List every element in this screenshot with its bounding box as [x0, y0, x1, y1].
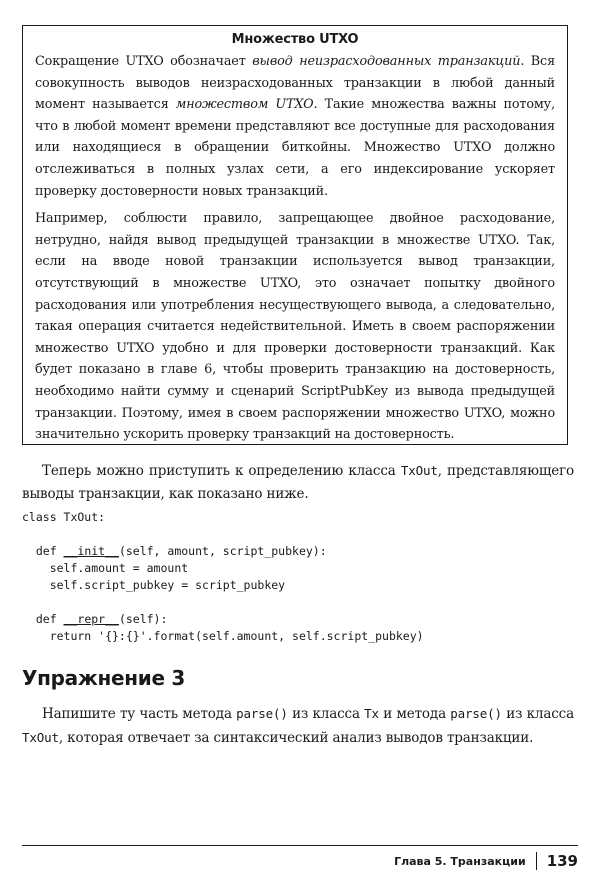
exercise-paragraph	[22, 702, 574, 750]
code-line	[22, 543, 424, 560]
text-run: Теперь можно приступить к определению класса	[42, 463, 401, 479]
utxo-sidebar-box	[22, 25, 568, 445]
inline-code: TxOut	[400, 463, 438, 478]
text-run: . Вся совокупность выводов неизрасходованных транзакции в любой данный момент называется	[35, 54, 556, 113]
text-run: из класса	[501, 706, 574, 722]
footer-rule	[22, 845, 578, 846]
inline-code: parse()	[450, 706, 502, 721]
sidebar-paragraph-1	[35, 51, 555, 202]
code-line	[22, 611, 424, 628]
sidebar-title: Множество UTXO	[231, 32, 359, 47]
footer-separator	[536, 852, 537, 870]
sidebar-paragraph-2: Например, соблюсти правило, запрещающее двойное расходование, нетрудно, найдя вывод предыдущей транзакции в множестве UTXO. Так, если на вводе новой транзакции используется вывод транзакции, отсутствующий в множестве UTXO, это означает попытку двойного расходования или употребления несуществующего вывода, а следовательно, такая операция считается недействительной. Иметь в своем распоряжении множество UTXO удобно и для проверки достоверности транзакций. Как будет показано в главе 6, чтобы проверить транзакцию на достоверность, необходимо найти сумму и сценарий ScriptPubKey из вывода предыдущей транзакции. Поэтому, имея в своем распоряжении множество UTXO, можно значительно ускорить проверку транзакций на достоверность.	[35, 211, 555, 443]
code-fragment: (self):	[118, 612, 168, 626]
code-line: self.amount = amount	[22, 561, 189, 575]
inline-code: Tx	[364, 706, 379, 721]
code-line: return '{}:{}'.format(self.amount, self.script_pubkey)	[22, 629, 424, 643]
code-listing	[22, 509, 424, 645]
emphasis-term: вывод неизрасходованных транзакций	[252, 54, 521, 69]
code-line: self.script_pubkey = script_pubkey	[22, 578, 286, 592]
intro-paragraph	[22, 459, 574, 506]
code-fragment: def	[22, 544, 64, 558]
inline-code: TxOut	[22, 730, 59, 745]
code-fragment: __init__	[63, 544, 119, 558]
footer-chapter-title: Глава 5. Транзакции	[394, 854, 526, 868]
text-run: из класса	[287, 706, 365, 722]
text-run: Напишите ту часть метода	[42, 706, 237, 722]
text-run: и метода	[378, 706, 451, 722]
code-line: class TxOut:	[22, 510, 106, 524]
code-fragment: __repr__	[63, 612, 119, 626]
page-number: 139	[546, 852, 578, 870]
text-run: . Такие множества важны потому, что в любой момент времени представляют все доступные для расходования или находящиеся в обращении биткойны. Множество UTXO должно отслеживаться в полных узлах сети, а его индексирование ускоряет проверку достоверности новых транзакций.	[35, 97, 555, 199]
page-footer	[394, 852, 578, 870]
inline-code: parse()	[236, 706, 288, 721]
text-run: , представляющего выводы транзакции, как показано ниже.	[22, 463, 574, 502]
code-fragment: (self, amount, script_pubkey):	[118, 544, 327, 558]
emphasis-term: множеством UTXO	[175, 97, 314, 113]
text-run: , которая отвечает за синтаксический анализ выводов транзакции.	[58, 730, 534, 746]
text-run: Сокращение UTXO обозначает	[35, 54, 253, 69]
code-fragment: def	[22, 612, 64, 626]
exercise-heading: Упражнение 3	[22, 666, 186, 690]
